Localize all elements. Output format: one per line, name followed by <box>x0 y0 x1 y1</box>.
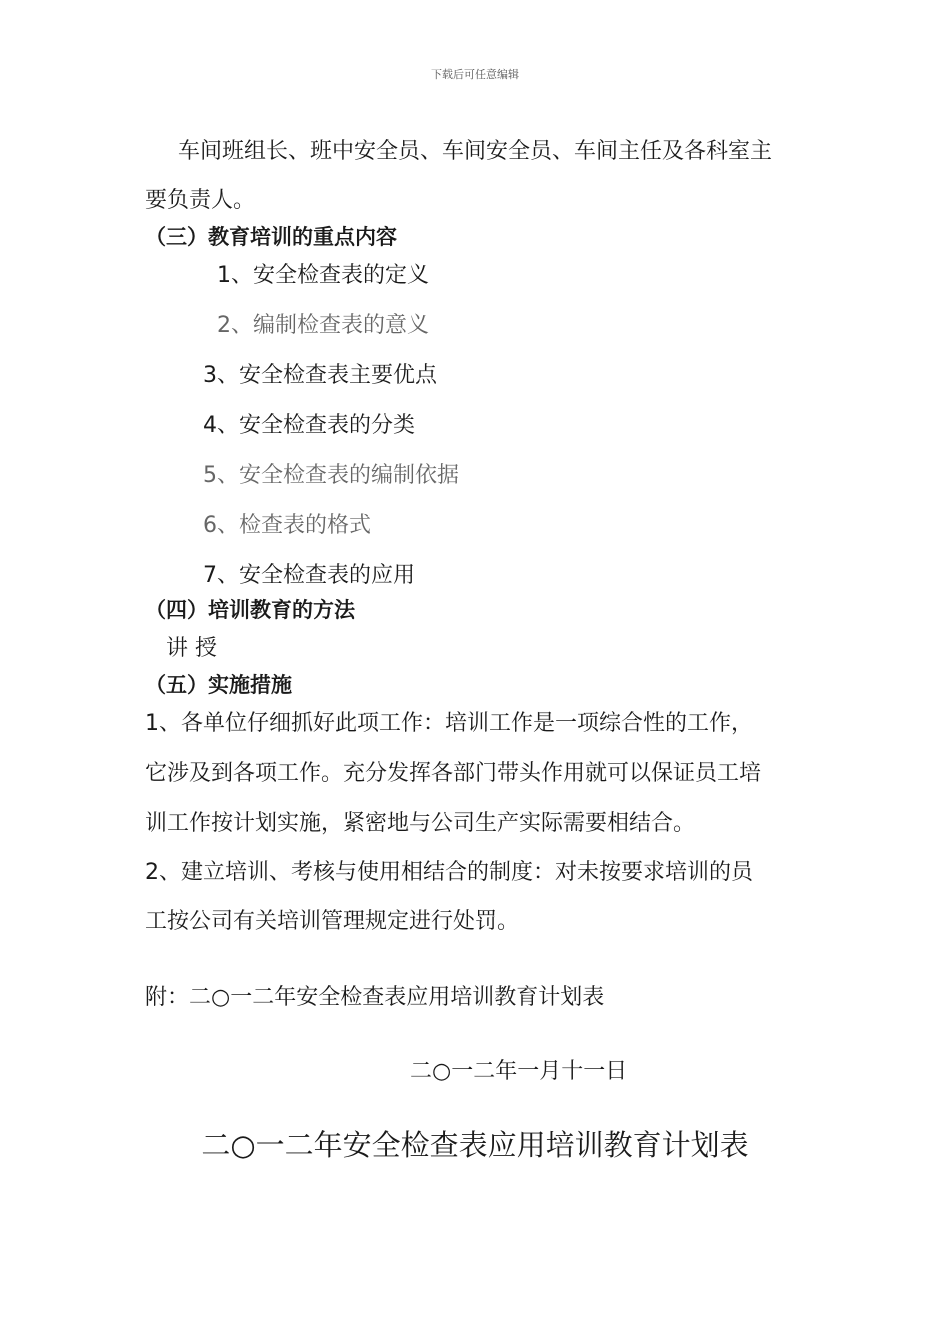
list-item: 6、检查表的格式 <box>203 513 371 538</box>
section-4-heading: （四）培训教育的方法 <box>145 598 355 622</box>
list-item: 5、安全检查表的编制依据 <box>203 463 459 488</box>
section-3-heading: （三）教育培训的重点内容 <box>145 225 397 249</box>
measure-2-line-1: 2、建立培训、考核与使用相结合的制度：对未按要求培训的员 <box>145 860 753 885</box>
list-item: 7、安全检查表的应用 <box>203 563 415 588</box>
attachment-note: 附：二○一二年安全检查表应用培训教育计划表 <box>145 985 605 1010</box>
intro-line-1: 车间班组长、班中安全员、车间安全员、车间主任及各科室主 <box>178 139 773 164</box>
section-5-heading: （五）实施措施 <box>145 673 292 697</box>
measure-1-line-1: 1、各单位仔细抓好此项工作：培训工作是一项综合性的工作， <box>145 711 753 736</box>
training-method: 讲 授 <box>166 636 217 661</box>
list-item: 1、安全检查表的定义 <box>217 263 429 288</box>
list-item: 3、安全检查表主要优点 <box>203 363 437 388</box>
intro-line-2: 要负责人。 <box>145 188 256 213</box>
table-title: 二○一二年安全检查表应用培训教育计划表 <box>201 1128 749 1162</box>
list-item: 2、编制检查表的意义 <box>217 313 429 338</box>
header-note: 下载后可任意编辑 <box>431 68 519 81</box>
measure-1-line-3: 训工作按计划实施，紧密地与公司生产实际需要相结合。 <box>145 811 696 836</box>
document-date: 二○一二年一月十一日 <box>410 1059 628 1084</box>
measure-2-line-2: 工按公司有关培训管理规定进行处罚。 <box>145 909 520 934</box>
measure-1-line-2: 它涉及到各项工作。充分发挥各部门带头作用就可以保证员工培 <box>145 761 762 786</box>
list-item: 4、安全检查表的分类 <box>203 413 415 438</box>
